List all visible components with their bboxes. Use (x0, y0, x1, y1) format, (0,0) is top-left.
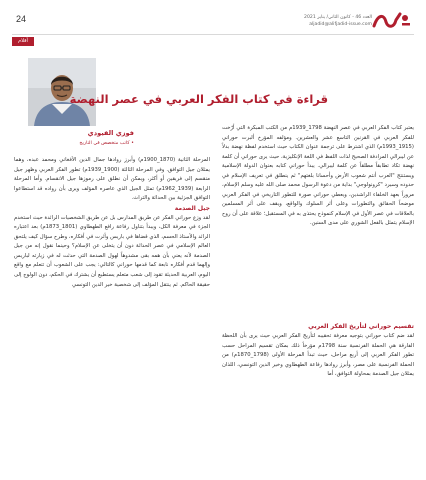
issue-info (290, 14, 372, 28)
article-column-left (14, 156, 210, 290)
article-column-right-top (222, 124, 414, 229)
issue-line: العدد 46 - كانون الثاني/ يناير 2021 (304, 15, 372, 20)
section-tab[interactable]: أقلام (12, 37, 34, 46)
author-role: • كاتب متخصص في التاريخ (79, 141, 134, 146)
article-title: قراءة في كتاب الفكر العربي في عصر النهضة (69, 92, 328, 106)
article-paragraph-phases: المرحلة الثانية (1870_1900م) وأبرز روادها جمال الدين الأفغاني ومحمد عبده، وهما يمثلان جيل التوافق. وفي المرحلة الثالثة (1900_1939م) تطور الفكر العربي وظهر جيل منقسم إلى فريقين أو أكثر، ويمكن أن نطلق على رموزها جيل الانقسام. وأما المرحلة الرابعة (1939_1962م) تمثل الجيل الذي عاصره المؤلف ويرى بأن رواده قد استطاعوا التوافق الجزئية بين الحداثة والتراث. (14, 157, 210, 202)
subheading-shock-generation: جيل الصدمة (174, 204, 210, 212)
email-link[interactable]: aljadid@alifjadid-issue.com (309, 22, 372, 27)
article-paragraph-intro: يعتبر كتاب الفكر العربي في عصر النهضة 1798_1939م من الكتب المبكرة التي أرّخت للفكر العربي في القرنين التاسع عشر والعشرين. ومؤلفه المؤرخ ألبرت حوراني (1915_1993م) الذي اشترط على ترجمة عنوان الكتاب حيث استخدم لفظة نهضة بدلاً عن ليبرالي المرادفة الصحيح لذات اللفظ في اللغة الإنكليزية، حيث يرى حوراني أن كلمة نهضة تكاد تطابقاً مطلقاً عن كلمة ليبرالي. يبدأ حوراني كتابه بعنوان الدولة الإسلامية ويستنتج "العرب أنتم شعوب الأرض وأحسانا بلغتهم" ثم ينطلق في تعريف الإسلام في حدوده وسيرد "كرونولوجي" بداية من دعوة الرسول محمد صلى الله عليه وسلم الإسلام، مروراً بعهد الخلفاء الراشدين، ويعطي حوراني صورة للتطور التاريخي في الفكر العربي موضحاً الحقائق والتطورات وعلى أثر السلوك والواقع، ويقف على أثر المسلمين بالعلاقات في عصر الأول في الإسلام كنموذج يحتذى به في المستقبل؛ علاقة على أن روح الإسلام يتمثل بالفعل الشوري على مدى السنين. (222, 125, 414, 227)
article-paragraph-periodization: لقد ضم كتاب حوراني بتوجيه معرفة تحقيبه لتأريخ الفكر العربي حيث يرى بأن اللحظة الفارقة هي الحملة الفرنسية سنة 1798م مؤرخاً ذلك بمكان تقسيم المراحل حسب تطور الفكر العربي إلى أربع مراحل، حيث تبدأ المرحلة الأولى (1798_1870م) من الحملة الفرنسية على مصر، وأبرز روادها رفاعة الطهطاوي وخير الدين التونسي، اللذان يمثلان جيل الصدمة بمحاولة التوافق، أما (222, 333, 414, 378)
article-paragraph-shock: لقد وزع حوراني الفكر عن طريق المدارس بل عن طريق الشخصيات الرائدة حيث استخدم الجزء في معرفة الكل، ويبدأ بتناول رفاعة رافع الطهطاوي (1801_1873م) بعد اعتباره الرائد والأستاذ الحسم، الذي قضاها في باريس وأثرت في أفكاره، وطرح سؤال كيف يلتحق العالم الإسلامي في عصر الحداثة دون أن يتخلى عن الإسلام؟ وحينما نقول إنه من جيل الصدمة لأنه يعني بأن همه بقى مشدوهاً لهول الصدمة التي حدثت له في زيارته لباريس وإلهما قدم أفكاره نابعة كما قدمها حوراني كالتالي: يجب على الشعوب أن تتعلم مع واقع اليوم، العربية الحديثة تقود إلى شعب متعلم يستطيع أن يشترك في الحكم، دون الولوج إلى حقيقة الحاكم. ثم ينتقل المؤلف إلى شخصية خير الدين التونسي (14, 214, 210, 288)
header-rule (12, 34, 414, 35)
magazine-logo (372, 10, 412, 30)
author-name: فوزي الفيودي (87, 129, 134, 137)
article-column-right-bottom (222, 322, 414, 380)
page-number: 24 (16, 14, 27, 24)
subheading-periodization: تقسيم حوراني لتأريخ الفكر العربي (308, 323, 414, 330)
